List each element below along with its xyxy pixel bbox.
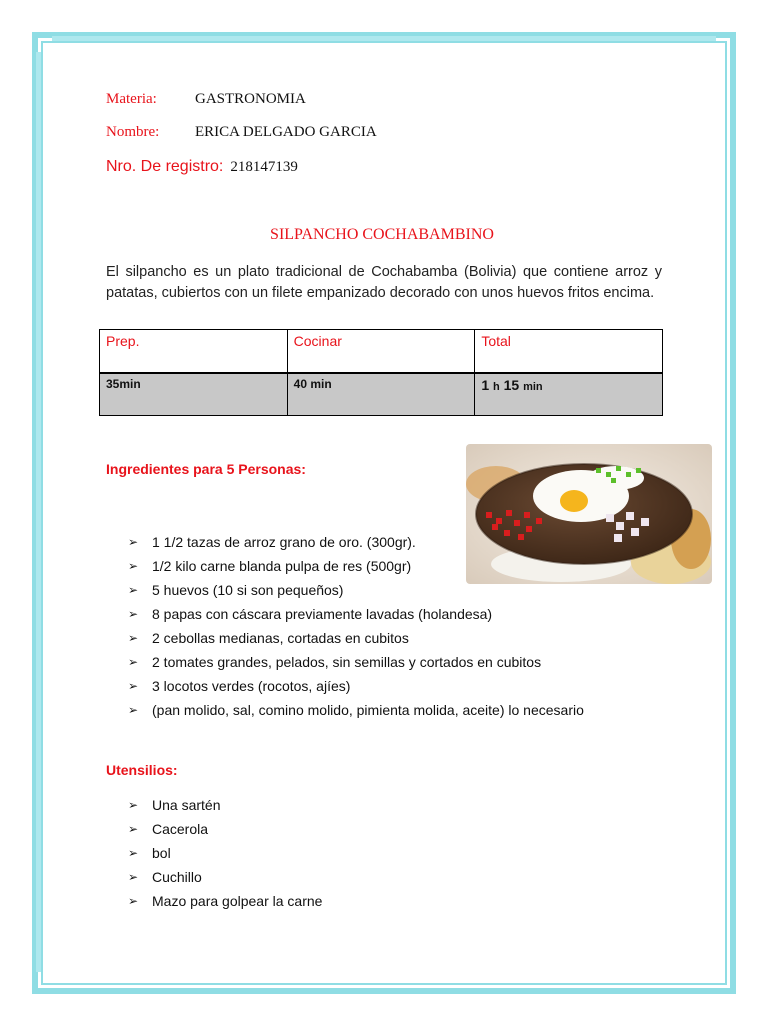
arrow-bullet-icon: ➢ — [128, 655, 139, 669]
list-item — [128, 676, 584, 700]
ingredient-text: 2 tomates grandes, pelados, sin semillas y cortados en cubitos — [152, 654, 542, 670]
times-value-row — [100, 373, 663, 416]
list-item — [128, 652, 584, 676]
cook-value: 40 min — [287, 373, 475, 416]
arrow-bullet-icon: ➢ — [128, 559, 139, 573]
total-hours-unit: h — [493, 380, 500, 393]
total-minutes: 15 — [503, 376, 520, 393]
prep-value: 35min — [100, 373, 288, 416]
arrow-bullet-icon: ➢ — [128, 535, 139, 549]
arrow-bullet-icon: ➢ — [128, 703, 139, 717]
list-item — [128, 819, 322, 843]
arrow-bullet-icon: ➢ — [128, 631, 139, 645]
materia-value: GASTRONOMIA — [195, 91, 306, 107]
list-item — [128, 867, 322, 891]
arrow-bullet-icon: ➢ — [128, 870, 139, 884]
nombre-label: Nombre: — [106, 124, 160, 140]
arrow-bullet-icon: ➢ — [128, 583, 139, 597]
list-item — [128, 556, 584, 580]
utensil-text: Cacerola — [152, 821, 209, 837]
recipe-title: SILPANCHO COCHABAMBINO — [270, 226, 494, 243]
times-header-row — [100, 330, 663, 373]
total-minutes-unit: min — [523, 380, 543, 393]
ingredient-text: 1 1/2 tazas de arroz grano de oro. (300gr). — [152, 534, 416, 550]
registro-value: 218147139 — [230, 159, 298, 175]
list-item — [128, 843, 322, 867]
utensils-heading: Utensilios: — [106, 762, 178, 778]
ingredients-heading: Ingredientes para 5 Personas: — [106, 461, 306, 477]
prep-header: Prep. — [100, 330, 288, 373]
list-item — [128, 532, 584, 556]
list-item — [128, 628, 584, 652]
list-item — [128, 580, 584, 604]
list-item — [128, 795, 322, 819]
total-header: Total — [475, 330, 663, 373]
utensil-text: Mazo para golpear la carne — [152, 893, 323, 909]
ingredient-text: 1/2 kilo carne blanda pulpa de res (500gr) — [152, 558, 412, 574]
ingredient-text: 3 locotos verdes (rocotos, ajíes) — [152, 678, 351, 694]
registro-row — [106, 158, 298, 176]
times-table — [99, 329, 663, 416]
utensils-list — [128, 795, 322, 915]
total-value — [475, 373, 663, 416]
list-item — [128, 700, 584, 724]
arrow-bullet-icon: ➢ — [128, 679, 139, 693]
ingredient-text: 8 papas con cáscara previamente lavadas (holandesa) — [152, 606, 493, 622]
arrow-bullet-icon: ➢ — [128, 846, 139, 860]
utensil-text: bol — [152, 845, 171, 861]
ingredient-text: 5 huevos (10 si son pequeños) — [152, 582, 344, 598]
arrow-bullet-icon: ➢ — [128, 822, 139, 836]
list-item — [128, 604, 584, 628]
total-hours: 1 — [481, 376, 490, 393]
nombre-value: ERICA DELGADO GARCIA — [195, 124, 377, 140]
nombre-row — [106, 124, 377, 141]
cook-header: Cocinar — [287, 330, 475, 373]
arrow-bullet-icon: ➢ — [128, 607, 139, 621]
arrow-bullet-icon: ➢ — [128, 798, 139, 812]
recipe-intro: El silpancho es un plato tradicional de Cochabamba (Bolivia) que contiene arroz y patatas, cubiertos con un filete empanizado decorado con unos huevos fritos encima. — [106, 264, 662, 301]
ingredient-text: 2 cebollas medianas, cortadas en cubitos — [152, 630, 409, 646]
materia-row — [106, 91, 306, 108]
utensil-text: Cuchillo — [152, 869, 202, 885]
ingredient-text: (pan molido, sal, comino molido, pimienta molida, aceite) lo necesario — [152, 702, 584, 718]
registro-label: Nro. De registro: — [106, 158, 224, 175]
ingredients-list — [128, 532, 584, 724]
arrow-bullet-icon: ➢ — [128, 894, 139, 908]
materia-label: Materia: — [106, 91, 157, 107]
utensil-text: Una sartén — [152, 797, 221, 813]
list-item — [128, 891, 322, 915]
